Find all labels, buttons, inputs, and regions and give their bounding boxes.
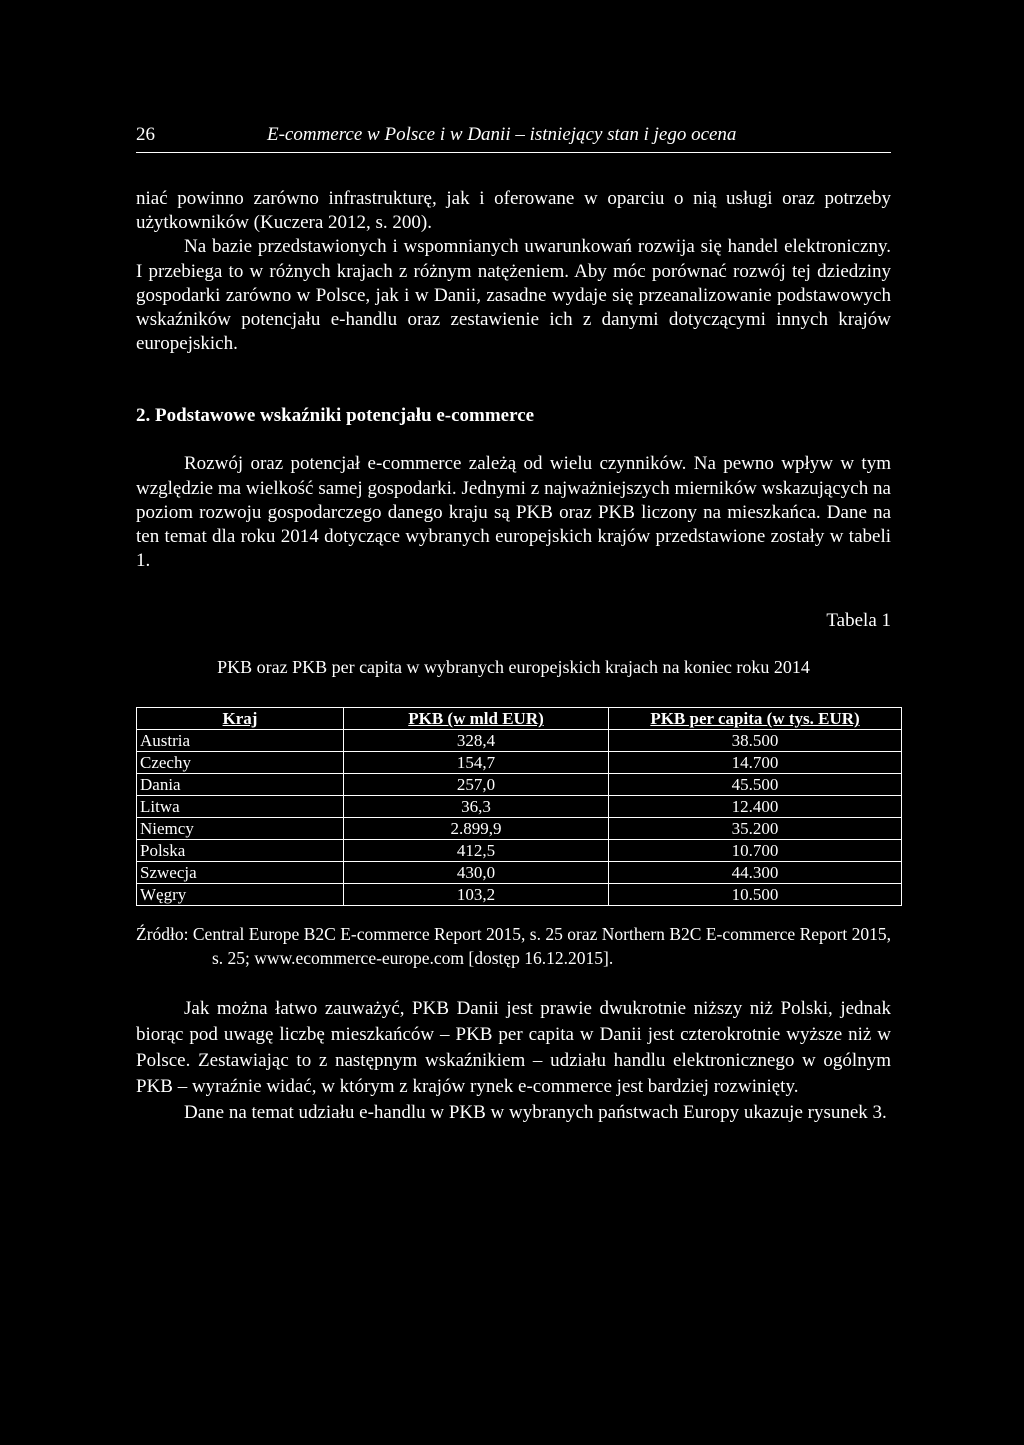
running-header-title: E-commerce w Polsce i w Danii – istniejący stan i jego ocena [267,124,737,145]
paragraph-ecommerce-development: Na bazie przedstawionych i wspomnianych uwarunkowań rozwija się handel elektroniczny. I przebiega to w różnych krajach z różnym natężeniem. Aby móc porównać rozwój tej dziedziny gospodarki zarówno w Polsce, jak i w Danii, zasadne wydaje się przeanalizowanie podstawowych wskaźników potencjału e-handlu oraz zestawienie ich z danymi dotyczącymi innych krajów europejskich. [136,236,891,355]
table-row [137,840,902,862]
column-header-country: Kraj [137,708,344,730]
cell-gdp-per-capita: 38.500 [609,730,902,752]
cell-gdp-per-capita: 10.500 [609,884,902,906]
cell-country: Litwa [137,796,344,818]
table-row [137,884,902,906]
cell-gdp-per-capita: 44.300 [609,862,902,884]
cell-country: Czechy [137,752,344,774]
running-header [136,122,891,153]
table-row [137,752,902,774]
cell-gdp-per-capita: 10.700 [609,840,902,862]
cell-gdp: 257,0 [344,774,609,796]
paragraph-economic-factors: Rozwój oraz potencjał e-commerce zależą od wielu czynników. Na pewno wpływ w tym względzie ma wielkość samej gospodarki. Jednymi z najważniejszych mierników wskazujących na poziom rozwoju gospodarczego danego kraju są PKB oraz PKB liczony na mieszkańca. Dane na ten temat dla roku 2014 dotyczące wybranych europejskich krajów przedstawione zostały w tabeli 1. [136,453,891,572]
section-heading: 2. Podstawowe wskaźniki potencjału e-commerce [136,405,535,427]
table-row [137,774,902,796]
table-header-row [137,708,902,730]
cell-gdp: 36,3 [344,796,609,818]
paragraph-gdp-comparison: Jak można łatwo zauważyć, PKB Danii jest prawie dwukrotnie niższy niż Polski, jednak biorąc pod uwagę liczbę mieszkańców – PKB per capita w Danii jest czterokrotnie wyższe niż w Polsce. Zestawiając to z następnym wskaźnikiem – udziału handlu elektronicznego w ogólnym PKB – wyraźnie widać, w którym z krajów rynek e-commerce jest bardziej rozwinięty. [136,998,891,1098]
column-header-gdp-per-capita: PKB per capita (w tys. EUR) [609,708,902,730]
table-source-note: Źródło: Central Europe B2C E-commerce Report 2015, s. 25 oraz Northern B2C E-commerce Report 2015, s. 25; www.ecommerce-europe.com [dostęp 16.12.2015]. [136,924,891,969]
cell-gdp: 2.899,9 [344,818,609,840]
table-caption: PKB oraz PKB per capita w wybranych europejskich krajach na koniec roku 2014 [217,657,810,678]
page-number: 26 [136,124,155,145]
cell-gdp: 154,7 [344,752,609,774]
document-page [136,122,891,1126]
table-label: Tabela 1 [826,610,891,632]
cell-gdp-per-capita: 14.700 [609,752,902,774]
column-header-gdp: PKB (w mld EUR) [344,708,609,730]
paragraph-continuation: niać powinno zarówno infrastrukturę, jak i oferowane w oparciu o nią usługi oraz potrzeby użytkowników (Kuczera 2012, s. 200). [136,188,891,234]
cell-country: Dania [137,774,344,796]
cell-gdp: 430,0 [344,862,609,884]
cell-gdp-per-capita: 35.200 [609,818,902,840]
cell-country: Polska [137,840,344,862]
cell-gdp: 328,4 [344,730,609,752]
paragraph-figure-reference: Dane na temat udziału e-handlu w PKB w wybranych państwach Europy ukazuje rysunek 3. [184,1102,887,1124]
cell-country: Węgry [137,884,344,906]
table-row [137,862,902,884]
cell-gdp-per-capita: 45.500 [609,774,902,796]
cell-gdp-per-capita: 12.400 [609,796,902,818]
cell-country: Austria [137,730,344,752]
gdp-table [136,707,902,906]
cell-country: Szwecja [137,862,344,884]
table-row [137,730,902,752]
cell-country: Niemcy [137,818,344,840]
table-row [137,796,902,818]
table-row [137,818,902,840]
cell-gdp: 103,2 [344,884,609,906]
cell-gdp: 412,5 [344,840,609,862]
